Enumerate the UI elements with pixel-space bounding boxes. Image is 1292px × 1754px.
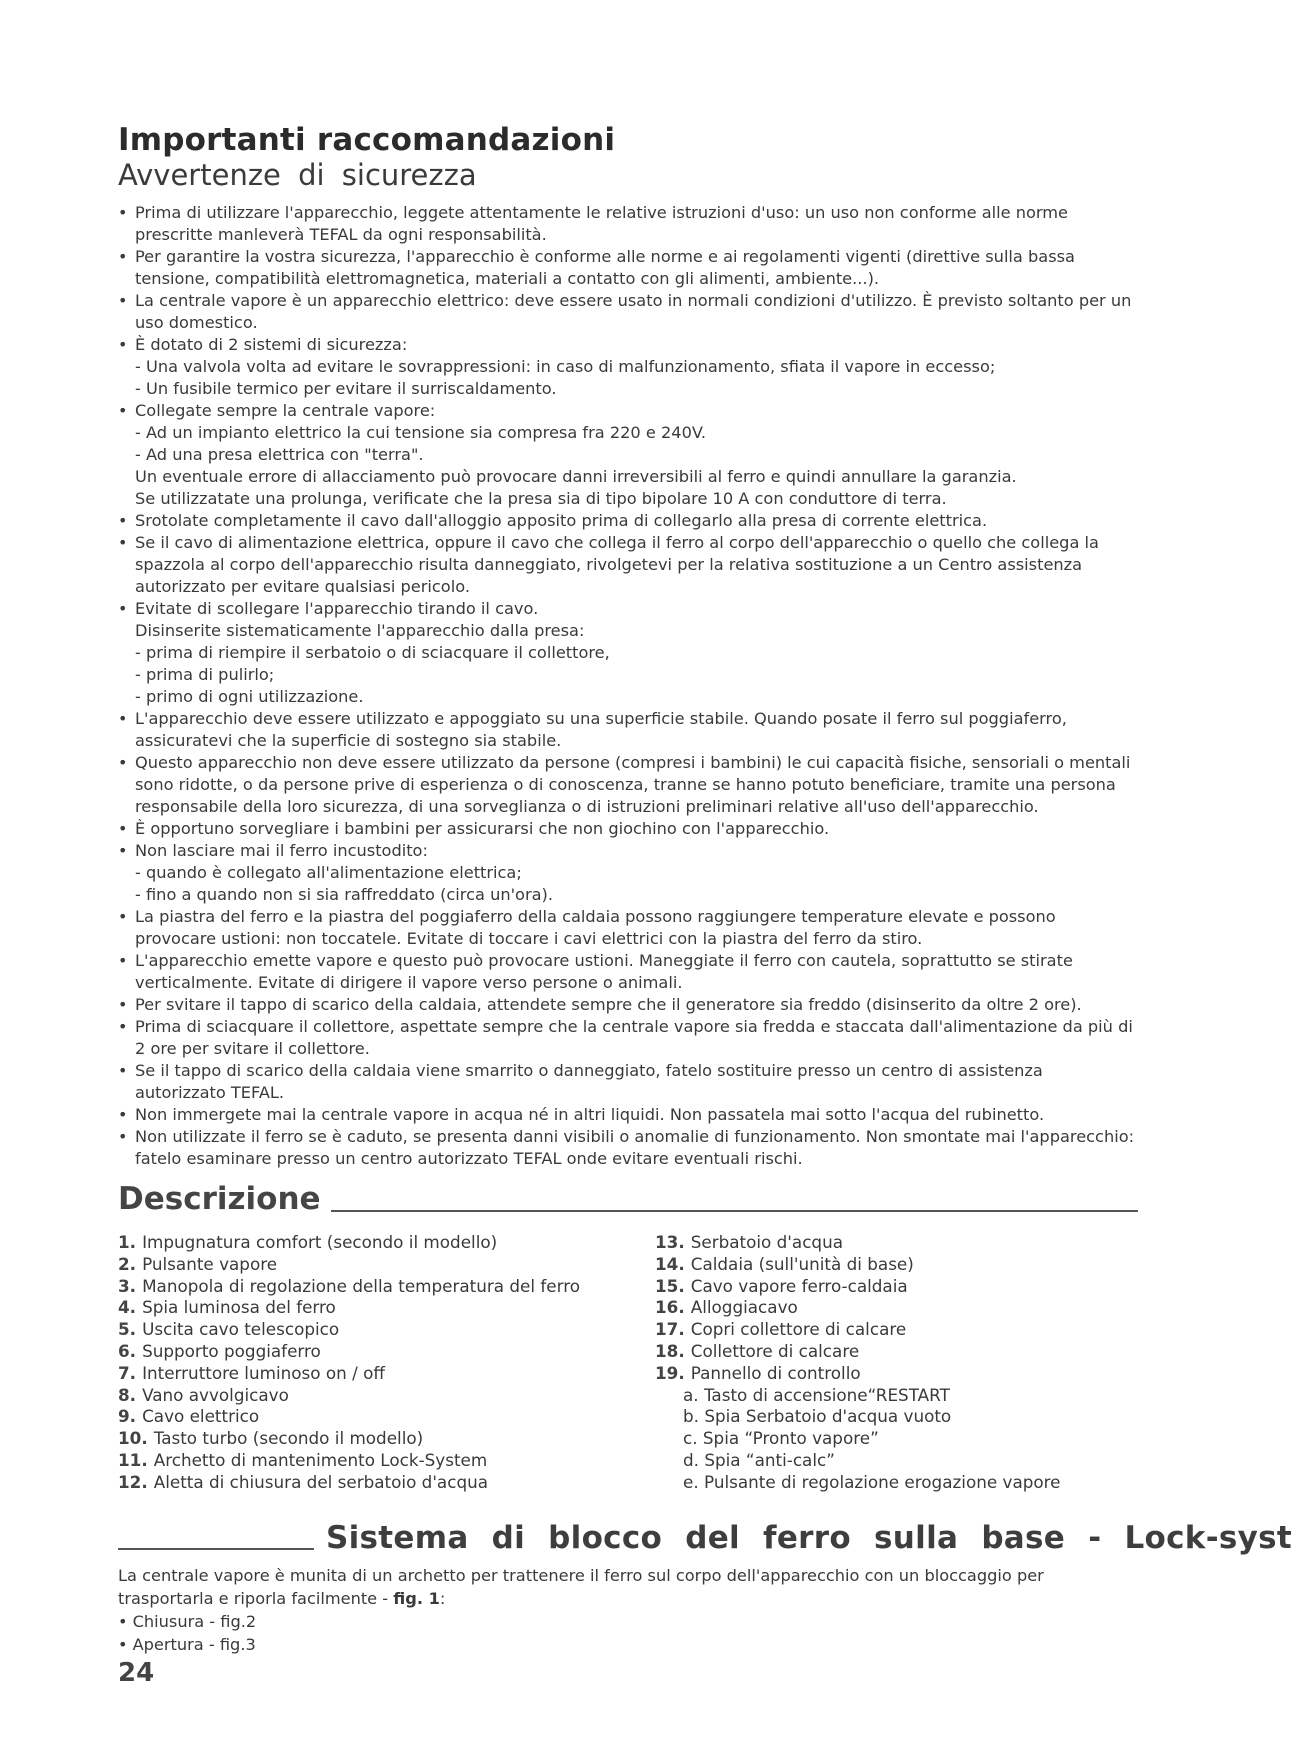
warning-item: • È dotato di 2 sistemi di sicurezza: - Una valvola volta ad evitare le sovrappressioni: in caso di malfunzionamento, sfiata il vapore in eccesso; - Un fusibile termico per evitare il surriscaldamento.	[118, 334, 1138, 400]
lock-step-item: • Apertura - fig.3	[118, 1633, 1138, 1656]
parts-column-right	[655, 1232, 1138, 1494]
part-item: 14. Caldaia (sull'unità di base)	[655, 1253, 914, 1274]
warning-item: • La centrale vapore è un apparecchio elettrico: deve essere usato in normali condizioni d'utilizzo. È previsto soltanto per un uso domestico.	[118, 290, 1138, 334]
warning-item: • Non immergete mai la centrale vapore in acqua né in altri liquidi. Non passatela mai sotto l'acqua del rubinetto.	[118, 1104, 1138, 1126]
manual-page	[118, 122, 1292, 1688]
figure-reference: fig.2	[220, 1611, 257, 1631]
control-panel-item: a. Tasto di accensione“RESTART	[683, 1384, 950, 1405]
warning-item: • Questo apparecchio non deve essere utilizzato da persone (compresi i bambini) le cui capacità fisiche, sensoriali o mentali sono ridotte, o da persone prive di esperienza o di conoscenza, tranne se hanno potuto beneficiare, tramite una persona responsabile della loro sicurezza, di una sorveglianza o di istruzioni preliminari relative all'uso dell'apparecchio.	[118, 752, 1138, 818]
warning-item: • L'apparecchio emette vapore e questo può provocare ustioni. Maneggiate il ferro con cautela, soprattutto se stirate verticalmente. Evitate di dirigere il vapore verso persone o animali.	[118, 950, 1138, 994]
part-item: 9. Cavo elettrico	[118, 1406, 260, 1427]
lock-system-description: La centrale vapore è munita di un archetto per trattenere il ferro sul corpo dell'apparecchio con un bloccaggio per trasportarla e riporla facilmente - fig. 1:	[118, 1565, 1044, 1608]
part-item: 3. Manopola di regolazione della temperatura del ferro	[118, 1275, 580, 1296]
warning-item: • Se il tappo di scarico della caldaia viene smarrito o danneggiato, fatelo sostituire presso un centro di assistenza autorizzato TEFAL.	[118, 1060, 1138, 1104]
warning-item: • Prima di sciacquare il collettore, aspettate sempre che la centrale vapore sia fredda e staccata dall'alimentazione da più di 2 ore per svitare il collettore.	[118, 1016, 1138, 1060]
warning-item: • Evitate di scollegare l'apparecchio tirando il cavo. Disinserite sistematicamente l'apparecchio dalla presa: - prima di riempire il serbatoio o di sciacquare il collettore, - prima di pulirlo; - primo di ogni utilizzazione.	[118, 598, 1138, 708]
warning-item: • Per svitare il tappo di scarico della caldaia, attendete sempre che il generatore sia freddo (disinserito da oltre 2 ore).	[118, 994, 1138, 1016]
part-item: 6. Supporto poggiaferro	[118, 1340, 321, 1361]
warning-item: • Srotolate completamente il cavo dall'alloggio apposito prima di collegarlo alla presa di corrente elettrica.	[118, 510, 1138, 532]
part-item: 16. Alloggiacavo	[655, 1297, 798, 1318]
safety-warnings-list	[118, 202, 1138, 1170]
part-item: 5. Uscita cavo telescopico	[118, 1319, 340, 1340]
part-item: 1. Impugnatura comfort (secondo il modello)	[118, 1232, 498, 1252]
connection-line: Se utilizzatate una prolunga, verificate che la presa sia di tipo bipolare 10 A con conduttore di terra.	[135, 489, 947, 508]
page-title: Importanti raccomandazioni	[118, 122, 616, 158]
control-panel-item: c. Spia “Pronto vapore”	[683, 1428, 879, 1449]
warning-item: • Se il cavo di alimentazione elettrica, oppure il cavo che collega il ferro al corpo dell'apparecchio o quello che collega la spazzola al corpo dell'apparecchio risulta danneggiato, rivolgetevi per la relativa sostituzione a un Centro assistenza autorizzato per evitare qualsiasi pericolo.	[118, 532, 1138, 598]
warning-item: • L'apparecchio deve essere utilizzato e appoggiato su una superficie stabile. Quando posate il ferro sul poggiaferro, assicuratevi che la superficie di sostegno sia stabile.	[118, 708, 1138, 752]
unplug-line: - primo di ogni utilizzazione.	[135, 687, 364, 706]
warning-item: • Collegate sempre la centrale vapore: - Ad un impianto elettrico la cui tensione sia compresa fra 220 e 240V. - Ad una presa elettrica con "terra". Un eventuale errore di allacciamento può provocare danni irreversibili al ferro e quindi annullare la garanzia. Se utilizzatate una prolunga, verificate che la presa sia di tipo bipolare 10 A con conduttore di terra.	[118, 400, 1138, 510]
unplug-line: - prima di riempire il serbatoio o di sciacquare il collettore,	[135, 643, 610, 662]
part-item: 4. Spia luminosa del ferro	[118, 1297, 336, 1318]
parts-list	[118, 1232, 1138, 1494]
parts-column-left	[118, 1232, 655, 1494]
connection-line: - Ad una presa elettrica con "terra".	[135, 445, 424, 464]
warning-item: • Non utilizzate il ferro se è caduto, se presenta danni visibili o anomalie di funzionamento. Non smontate mai l'apparecchio: fatelo esaminare presso un centro autorizzato TEFAL onde evitare eventuali rischi.	[118, 1126, 1138, 1170]
warning-item: • È opportuno sorvegliare i bambini per assicurarsi che non giochino con l'apparecchio.	[118, 818, 1138, 840]
section-title-safety: Avvertenze di sicurezza	[118, 158, 477, 192]
figure-reference: fig.3	[219, 1634, 256, 1654]
lock-system-steps	[118, 1610, 1138, 1656]
part-item: 2. Pulsante vapore	[118, 1253, 278, 1274]
figure-reference: fig. 1	[393, 1588, 440, 1608]
heading-rule	[118, 1548, 314, 1550]
part-item: 11. Archetto di mantenimento Lock-System	[118, 1449, 488, 1470]
part-item: 19. Pannello di controllo	[655, 1362, 861, 1383]
section-title-lock-system: Sistema di blocco del ferro sulla base - Lock-syst	[326, 1519, 1292, 1556]
part-item: 10. Tasto turbo (secondo il modello)	[118, 1428, 424, 1449]
warning-item: • Non lasciare mai il ferro incustodito: - quando è collegato all'alimentazione elettrica; - fino a quando non si sia raffreddato (circa un'ora).	[118, 840, 1138, 906]
warning-item: • La piastra del ferro e la piastra del poggiaferro della caldaia possono raggiungere temperature elevate e possono provocare ustioni: non toccatele. Evitate di toccare i cavi elettrici con la piastra del ferro da stiro.	[118, 906, 1138, 950]
part-item: 15. Cavo vapore ferro-caldaia	[655, 1275, 908, 1296]
connection-line: - Ad un impianto elettrico la cui tensione sia compresa fra 220 e 240V.	[135, 423, 707, 442]
section-title-description: Descrizione	[118, 1181, 321, 1217]
unplug-line: Disinserite sistematicamente l'apparecchio dalla presa:	[135, 621, 585, 640]
safety-system-line: - Un fusibile termico per evitare il surriscaldamento.	[135, 379, 557, 398]
unattended-line: - fino a quando non si sia raffreddato (circa un'ora).	[135, 885, 553, 904]
page-number: 24	[118, 1657, 155, 1688]
safety-system-line: - Una valvola volta ad evitare le sovrappressioni: in caso di malfunzionamento, sfiata il vapore in eccesso;	[135, 357, 996, 376]
unplug-line: - prima di pulirlo;	[135, 665, 275, 684]
part-item: 7. Interruttore luminoso on / off	[118, 1362, 385, 1383]
connection-line: Un eventuale errore di allacciamento può provocare danni irreversibili al ferro e quindi annullare la garanzia.	[135, 467, 1017, 486]
lock-step-item: • Chiusura - fig.2	[118, 1610, 1138, 1633]
control-panel-item: d. Spia “anti-calc”	[683, 1449, 835, 1470]
heading-rule	[331, 1210, 1138, 1212]
control-panel-item: e. Pulsante di regolazione erogazione vapore	[683, 1471, 1061, 1492]
part-item: 13. Serbatoio d'acqua	[655, 1232, 844, 1252]
warning-item: • Per garantire la vostra sicurezza, l'apparecchio è conforme alle norme e ai regolamenti vigenti (direttive sulla bassa tensione, compatibilità elettromagnetica, materiali a contatto con gli alimenti, ambiente...).	[118, 246, 1138, 290]
control-panel-item: b. Spia Serbatoio d'acqua vuoto	[683, 1406, 952, 1427]
part-item: 17. Copri collettore di calcare	[655, 1319, 907, 1340]
description-heading	[118, 1178, 1138, 1218]
warning-item: • Prima di utilizzare l'apparecchio, leggete attentamente le relative istruzioni d'uso: un uso non conforme alle norme prescritte manleverà TEFAL da ogni responsabilità.	[118, 202, 1138, 246]
unattended-line: - quando è collegato all'alimentazione elettrica;	[135, 863, 522, 882]
part-item: 18. Collettore di calcare	[655, 1340, 860, 1361]
part-item: 8. Vano avvolgicavo	[118, 1384, 289, 1405]
lock-system-heading	[118, 1516, 1292, 1556]
part-item: 12. Aletta di chiusura del serbatoio d'acqua	[118, 1471, 489, 1492]
